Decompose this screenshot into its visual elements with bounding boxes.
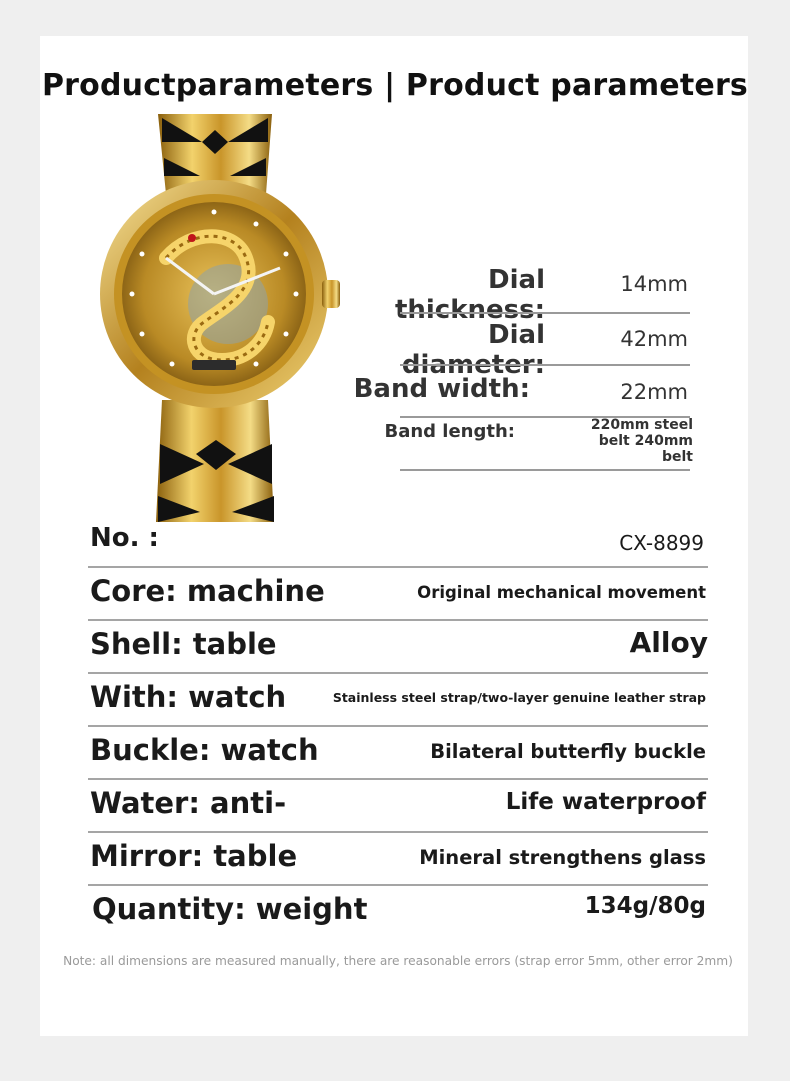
dial-thickness-value: 14mm <box>620 272 688 296</box>
param-value-core: Original mechanical movement <box>417 583 706 602</box>
param-value-water: Life waterproof <box>505 789 706 815</box>
measurement-note: Note: all dimensions are measured manually, there are reasonable errors (strap error 5mm, other error 2mm) <box>63 954 733 968</box>
param-label-buckle: Buckle: watch <box>90 733 319 767</box>
param-label-shell: Shell: table <box>90 627 277 661</box>
spec-divider <box>400 364 690 366</box>
band-length-line: belt <box>661 449 693 465</box>
spec-divider <box>400 469 690 471</box>
row-divider <box>88 831 708 833</box>
param-label-water: Water: anti- <box>90 786 287 820</box>
band-length-line: 220mm steel <box>590 417 693 433</box>
row-divider <box>88 884 708 886</box>
param-value-buckle: Bilateral butterfly buckle <box>430 740 706 763</box>
row-divider <box>88 619 708 621</box>
param-value-strap: Stainless steel strap/two-layer genuine leather strap <box>332 690 706 705</box>
watch-image <box>96 108 348 526</box>
param-value-no: CX-8899 <box>619 531 704 555</box>
row-divider <box>88 672 708 674</box>
row-divider <box>88 725 708 727</box>
row-divider <box>88 778 708 780</box>
page-title: Productparameters | Product parameters <box>42 68 748 103</box>
dial-diameter-label: Dial diameter: <box>401 320 545 380</box>
param-label-no: No. : <box>90 523 159 553</box>
param-value-weight: 134g/80g <box>584 893 706 919</box>
band-length-line: belt 240mm <box>598 433 693 449</box>
param-label-mirror: Mirror: table <box>90 839 298 873</box>
param-value-mirror: Mineral strengthens glass <box>419 846 706 869</box>
param-label-core: Core: machine <box>90 574 325 608</box>
param-label-strap: With: watch <box>90 680 287 714</box>
dial-thickness-label: Dial thickness: <box>394 265 545 325</box>
band-width-value: 22mm <box>620 380 688 404</box>
dial-diameter-value: 42mm <box>620 327 688 351</box>
band-width-label: Band width: <box>353 374 530 404</box>
spec-divider <box>400 312 690 314</box>
row-divider <box>88 566 708 568</box>
param-label-weight: Quantity: weight <box>92 892 368 926</box>
band-length-label: Band length: <box>384 421 515 442</box>
param-value-shell: Alloy <box>629 626 708 659</box>
band-length-value <box>560 417 693 465</box>
